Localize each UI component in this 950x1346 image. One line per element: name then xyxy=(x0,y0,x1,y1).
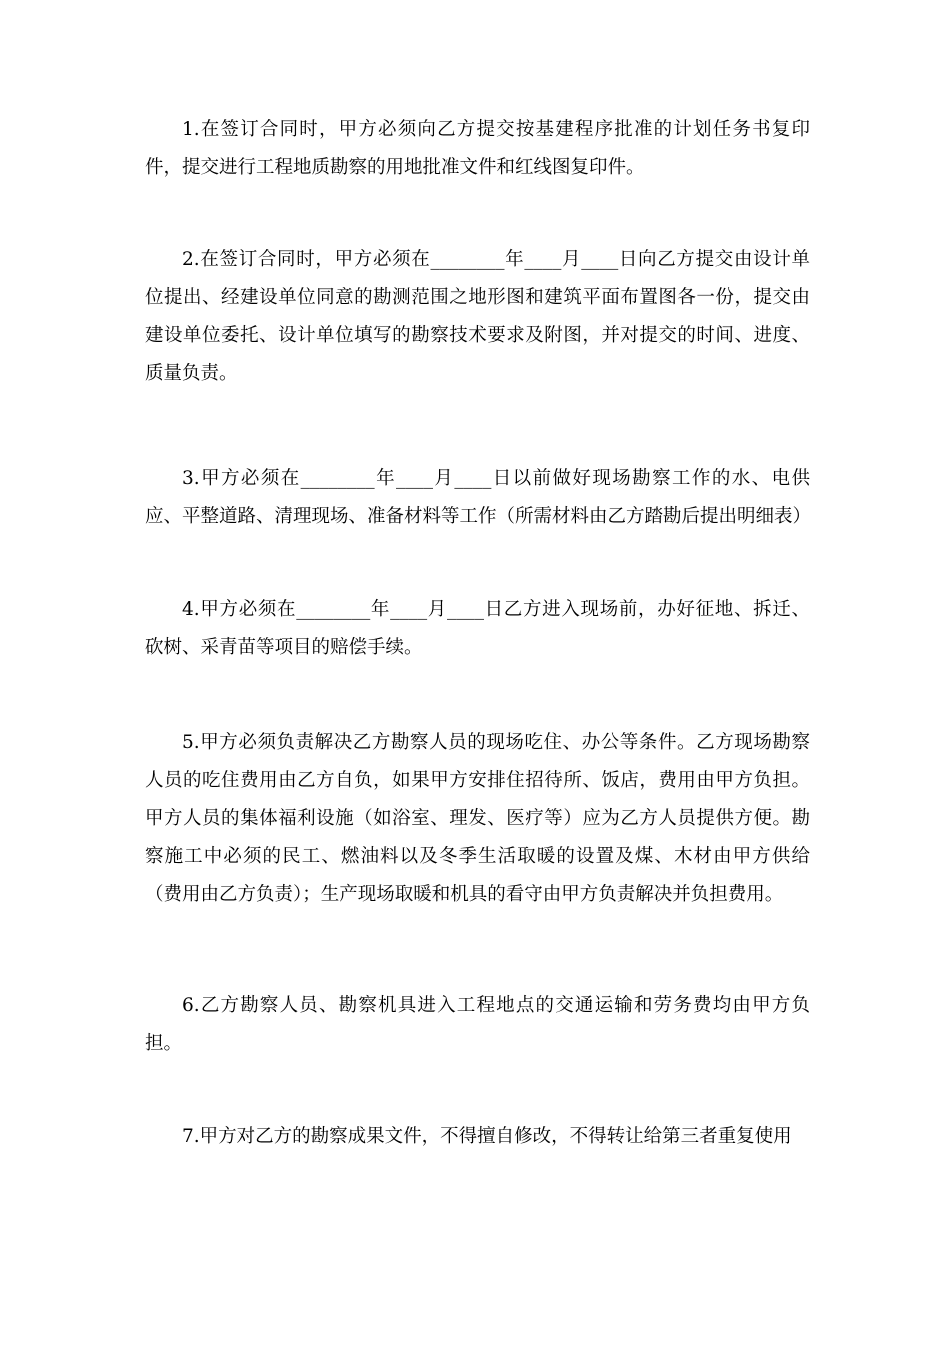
clause-1: 1.在签订合同时，甲方必须向乙方提交按基建程序批准的计划任务书复印件，提交进行工程地质勘察的用地批准文件和红线图复印件。 xyxy=(145,119,810,178)
clause-6: 6.乙方勘察人员、勘察机具进入工程地点的交通运输和劳务费均由甲方负担。 xyxy=(145,995,810,1054)
clause-3: 3.甲方必须在________年____月____日以前做好现场勘察工作的水、电供应、平整道路、清理现场、准备材料等工作（所需材料由乙方踏勘后提出明细表） xyxy=(145,468,812,527)
clause-7: 7.甲方对乙方的勘察成果文件，不得擅自修改，不得转让给第三者重复使用 xyxy=(182,1126,792,1147)
clause-2: 2.在签订合同时，甲方必须在________年____月____日向乙方提交由设计单位提出、经建设单位同意的勘测范围之地形图和建筑平面布置图各一份，提交由建设单位委托、设计单位填写的勘察技术要求及附图，并对提交的时间、进度、质量负责。 xyxy=(145,249,810,384)
clause-4: 4.甲方必须在________年____月____日乙方进入现场前，办好征地、拆迁、砍树、采青苗等项目的赔偿手续。 xyxy=(145,599,810,658)
clause-5: 5.甲方必须负责解决乙方勘察人员的现场吃住、办公等条件。乙方现场勘察人员的吃住费用由乙方自负，如果甲方安排住招待所、饭店，费用由甲方负担。甲方人员的集体福利设施（如浴室、理发、医疗等）应为乙方人员提供方便。勘察施工中必须的民工、燃油料以及冬季生活取暖的设置及煤、木材由甲方供给（费用由乙方负责）；生产现场取暖和机具的看守由甲方负责解决并负担费用。 xyxy=(145,732,810,905)
